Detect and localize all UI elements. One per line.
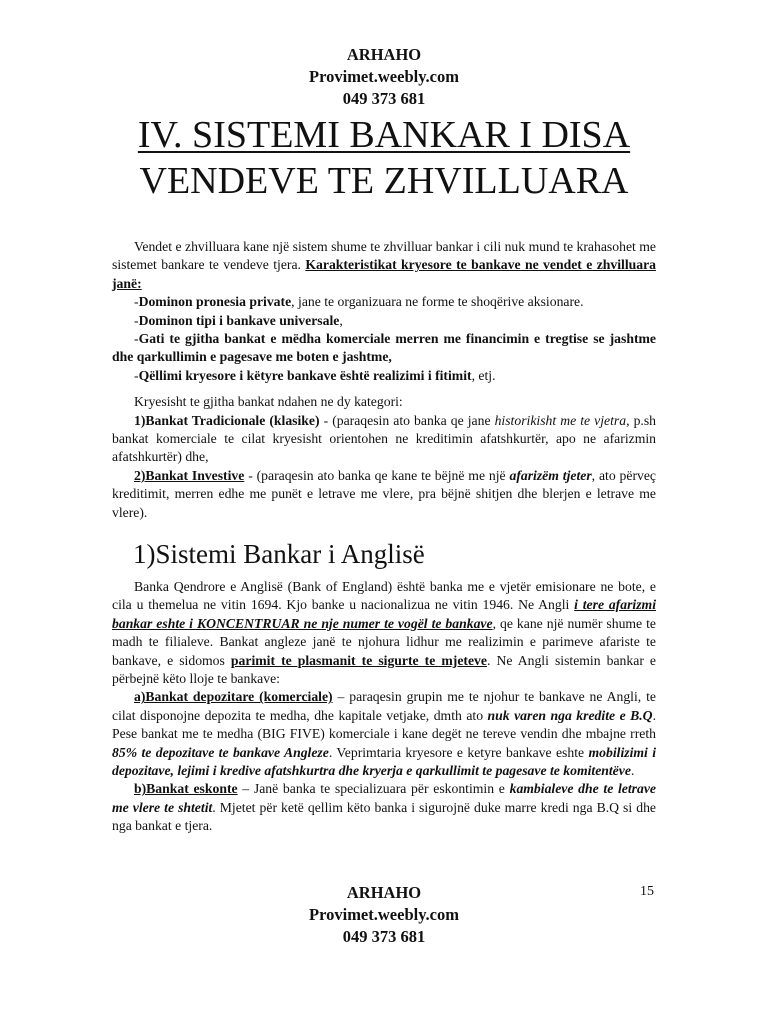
intro-paragraph bbox=[112, 238, 656, 293]
footer-author: ARHAHO bbox=[346, 883, 422, 902]
england-safe-placement-emphasis: parimit te plasmanit te sigurte te mjeteve bbox=[230, 652, 487, 668]
intro-section bbox=[112, 238, 656, 522]
england-section bbox=[112, 578, 656, 836]
deposit-banks-text-2: . Pese bankat me te medha (BIG FIVE) komerciale i kane degët ne tereve vendin dhe mbajne rreth bbox=[112, 707, 656, 742]
discount-banks-emphasis: kambialeve dhe te letrave me vlere te shtetit bbox=[112, 781, 657, 815]
category-1-text-end: p.sh bankat komerciale te cilat kryesisht orientohen ne kreditimin afatshkurtër, apo ne afarizmin afatshkurtër) dhe, bbox=[112, 412, 656, 465]
chapter-title bbox=[0, 112, 768, 204]
england-text-1: Banka Qendrore e Anglisë (Bank of England) është banka me e vjetër emisionare ne bote, e cila u themelua ne vitin 1694. Kjo banke u nacionalizua ne vitin 1946. Ne Angli bbox=[112, 579, 656, 613]
list-item-bold: Qëllimi kryesore i këtyre bankave është realizimi i fitimit bbox=[138, 367, 472, 383]
footer-site: Provimet.weebly.com bbox=[309, 905, 459, 924]
england-text-2: , qe kane një numër shume te madh te filialeve. Bankat angleze janë te njohura lidhur me realizimin e parimeve afariste te bankave, e sidomos bbox=[112, 615, 657, 668]
category-1-label: 1)Bankat Tradicionale (klasike) bbox=[134, 412, 320, 428]
list-item-rest: , jane te organizuara ne forme te shoqërive aksionare. bbox=[291, 294, 584, 310]
category-1 bbox=[112, 412, 656, 467]
discount-banks-text-2: . Mjetet për ketë qellim këto banka i sigurojnë duke marre kredi nga B.Q si dhe nga bankat e tjera. bbox=[112, 799, 656, 834]
deposit-banks-emphasis-2: 85% te depozitave te bankave Angleze bbox=[112, 744, 329, 760]
deposit-banks-label: a)Bankat depozitare (komerciale) bbox=[134, 689, 333, 705]
list-item-bold: Gati te gjitha bankat e mëdha komerciale merren me financimin e tregtise se jashtme dhe qarkullimin e pagesave me boten e jashtme, bbox=[112, 331, 656, 365]
page-number: 15 bbox=[640, 884, 654, 899]
discount-banks-label: b)Bankat eskonte bbox=[134, 781, 238, 797]
page-header bbox=[0, 44, 768, 110]
deposit-banks-emphasis-3: mobilizimi i depozitave, lejimi i kredive afatshkurtra dhe kryerja e qarkullimit te pagesave te komitentëve bbox=[112, 744, 657, 779]
section-heading: 1)Sistemi Bankar i Anglisë bbox=[133, 539, 425, 569]
footer-phone: 049 373 681 bbox=[342, 927, 426, 946]
chapter-title-line-2: VENDEVE TE ZHVILLUARA bbox=[139, 160, 629, 202]
chapter-title-line-1: IV. SISTEMI BANKAR I DISA bbox=[137, 114, 631, 156]
header-site: Provimet.weebly.com bbox=[309, 67, 459, 86]
header-author: ARHAHO bbox=[346, 45, 422, 64]
header-phone: 049 373 681 bbox=[342, 89, 426, 108]
discount-banks-text-1: – Janë banka te specializuara për eskontimin e bbox=[237, 781, 510, 797]
list-item: -Dominon tipi i bankave universale, bbox=[134, 312, 343, 328]
deposit-banks-text-1: – paraqesin grupin me te njohur te bankave ne Angli, te cilat disponojne depozita te medha, dhe kapitale vetjake, dmth ato bbox=[112, 689, 656, 723]
list-item-rest: , etj. bbox=[471, 367, 496, 383]
category-2-bold-italic: afarizëm tjeter bbox=[509, 467, 592, 483]
list-item-rest: , bbox=[339, 312, 343, 328]
list-item-bold: Dominon pronesia private bbox=[138, 294, 292, 310]
list-item: -Qëllimi kryesore i këtyre bankave është realizimi i fitimit, etj. bbox=[134, 367, 496, 383]
discount-banks-paragraph bbox=[112, 780, 656, 835]
categories-intro: Kryesisht te gjitha bankat ndahen ne dy kategori: bbox=[134, 394, 403, 410]
list-item: -Dominon pronesia private, jane te organizuara ne forme te shoqërive aksionare. bbox=[134, 294, 584, 310]
intro-characteristics-heading: Karakteristikat kryesore te bankave ne vendet e zhvilluara janë: bbox=[112, 257, 657, 291]
category-1-text: - (paraqesin ato banka qe jane bbox=[319, 412, 495, 428]
category-2-text: - (paraqesin ato banka qe kane te bëjnë me një bbox=[244, 467, 510, 483]
list-item-bold: Dominon tipi i bankave universale bbox=[138, 312, 340, 328]
list-item: -Gati te gjitha bankat e mëdha komerciale merren me financimin e tregtise se jashtme dhe qarkullimin e pagesave me boten e jashtme, bbox=[112, 331, 656, 365]
deposit-banks-text-4: . bbox=[630, 763, 635, 779]
deposit-banks-text-3: . Veprimtaria kryesore e ketyre bankave eshte bbox=[328, 744, 589, 760]
england-concentrated-emphasis: i tere afarizmi bankar eshte i KONCENTRUAR ne nje numer te vogël te bankave bbox=[112, 597, 656, 631]
england-text-3: . Ne Angli sistemin bankar e përbejnë këto lloje te bankave: bbox=[112, 652, 657, 687]
england-paragraph bbox=[112, 578, 656, 688]
deposit-banks-emphasis-1: nuk varen nga kredite e B.Q bbox=[487, 707, 653, 723]
intro-text: Vendet e zhvilluara kane një sistem shume te zhvilluar bankar i cili nuk mund te krahasohet me sistemet bankare te vendeve tjera. bbox=[112, 239, 656, 273]
deposit-banks-paragraph bbox=[112, 688, 656, 780]
category-2-label: 2)Bankat Investive bbox=[134, 467, 245, 483]
category-2 bbox=[112, 467, 656, 522]
category-2-text-end: , ato përveç kreditimit, merren edhe me punët e letrave me vlere, pra bëjnë shitjen dhe blerjen e letrave me vlere). bbox=[112, 467, 656, 520]
category-1-italic: historikisht me te vjetra, bbox=[494, 412, 630, 428]
